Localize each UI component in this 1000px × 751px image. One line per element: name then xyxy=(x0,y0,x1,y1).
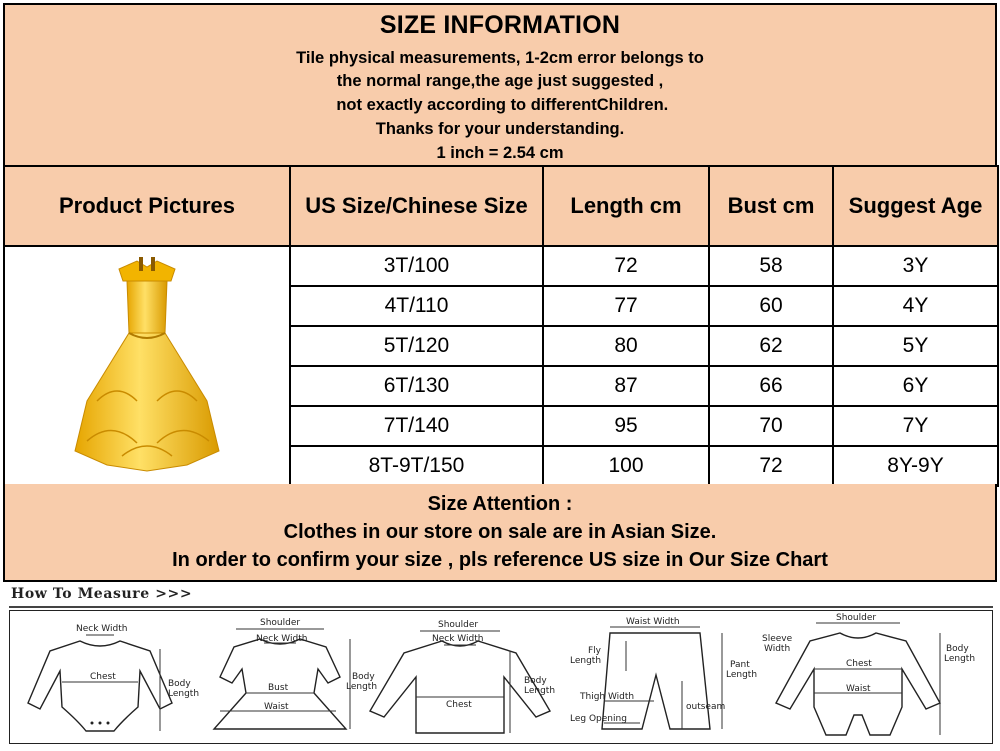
label-bust: Bust xyxy=(268,683,289,693)
label-fly: Fly xyxy=(588,646,602,656)
label-neck-width: Neck Width xyxy=(76,624,128,634)
cell-size: 6T/130 xyxy=(290,366,543,406)
label-pant: Pant xyxy=(730,660,750,670)
label-body: Body xyxy=(946,644,969,654)
label-neck-width: Neck Width xyxy=(432,634,484,644)
attention-line: Clothes in our store on sale are in Asian Size. xyxy=(283,521,717,543)
cell-bust: 62 xyxy=(709,326,833,366)
cell-bust: 60 xyxy=(709,286,833,326)
notice-line: not exactly according to differentChildren. xyxy=(331,96,669,115)
yellow-dress-image xyxy=(67,251,227,476)
cell-age: 3Y xyxy=(833,246,998,286)
label-length: Length xyxy=(346,682,378,692)
measurement-notice xyxy=(3,45,997,167)
page-title: SIZE INFORMATION xyxy=(379,10,621,39)
cell-size: 4T/110 xyxy=(290,286,543,326)
cell-age: 7Y xyxy=(833,406,998,446)
divider xyxy=(9,606,993,608)
label-thigh-width: Thigh Width xyxy=(580,692,635,702)
notice-line: the normal range,the age just suggested , xyxy=(336,72,664,91)
cell-size: 5T/120 xyxy=(290,326,543,366)
table-header-row xyxy=(4,166,998,246)
cell-size: 8T-9T/150 xyxy=(290,446,543,486)
attention-line: In order to confirm your size , pls reference US size in Our Size Chart xyxy=(172,549,828,571)
cell-age: 6Y xyxy=(833,366,998,406)
label-waist: Waist xyxy=(846,684,871,694)
header-length: Length cm xyxy=(543,166,709,246)
cell-length: 87 xyxy=(543,366,709,406)
bodysuit-diagram xyxy=(28,624,199,731)
cell-size: 3T/100 xyxy=(290,246,543,286)
product-picture-cell xyxy=(4,246,290,486)
attention-heading: Size Attention : xyxy=(427,493,573,515)
cell-length: 100 xyxy=(543,446,709,486)
romper-diagram xyxy=(762,613,975,735)
label-shoulder: Shoulder xyxy=(260,618,301,628)
cell-age: 4Y xyxy=(833,286,998,326)
label-shoulder: Shoulder xyxy=(438,620,479,630)
how-to-measure-heading: How To Measure >>> xyxy=(11,586,193,602)
header-size: US Size/Chinese Size xyxy=(290,166,543,246)
cell-bust: 66 xyxy=(709,366,833,406)
label-shoulder: Shoulder xyxy=(836,613,877,623)
label-waist: Waist xyxy=(264,702,289,712)
label-length: Length xyxy=(524,686,556,696)
label-chest: Chest xyxy=(846,659,872,669)
measure-diagrams xyxy=(9,610,993,744)
label-body: Body xyxy=(524,676,547,686)
label-sleeve-width: Width xyxy=(764,644,791,654)
cell-bust: 70 xyxy=(709,406,833,446)
label-neck-width: Neck Width xyxy=(256,634,308,644)
cell-length: 77 xyxy=(543,286,709,326)
pants-diagram xyxy=(570,617,757,729)
label-outseam: outseam xyxy=(686,702,726,712)
header-bust: Bust cm xyxy=(709,166,833,246)
notice-line: 1 inch = 2.54 cm xyxy=(436,143,564,162)
label-sleeve: Sleeve xyxy=(762,634,793,644)
cell-bust: 58 xyxy=(709,246,833,286)
label-length: Length xyxy=(168,689,200,699)
measure-diagram-svg xyxy=(10,611,992,743)
cell-size: 7T/140 xyxy=(290,406,543,446)
label-fly-length: Length xyxy=(570,656,602,666)
top-diagram xyxy=(370,620,555,733)
dress-diagram xyxy=(214,618,377,729)
header-suggest-age: Suggest Age xyxy=(833,166,998,246)
table-row xyxy=(4,246,998,286)
cell-age: 5Y xyxy=(833,326,998,366)
label-chest: Chest xyxy=(90,672,116,682)
how-to-measure-section xyxy=(3,582,997,748)
label-length: Length xyxy=(944,654,976,664)
label-leg-opening: Leg Opening xyxy=(570,714,627,724)
size-table xyxy=(3,165,999,487)
header-product-pictures: Product Pictures xyxy=(4,166,290,246)
title-bar xyxy=(3,3,997,47)
cell-length: 72 xyxy=(543,246,709,286)
label-body: Body xyxy=(168,679,191,689)
label-body: Body xyxy=(352,672,375,682)
cell-bust: 72 xyxy=(709,446,833,486)
cell-length: 95 xyxy=(543,406,709,446)
label-pant-length: Length xyxy=(726,670,758,680)
cell-age: 8Y-9Y xyxy=(833,446,998,486)
label-waist-width: Waist Width xyxy=(626,617,680,627)
cell-length: 80 xyxy=(543,326,709,366)
notice-line: Tile physical measurements, 1-2cm error belongs to xyxy=(296,48,704,67)
notice-line: Thanks for your understanding. xyxy=(375,119,625,138)
label-chest: Chest xyxy=(446,700,472,710)
size-attention xyxy=(3,484,997,582)
